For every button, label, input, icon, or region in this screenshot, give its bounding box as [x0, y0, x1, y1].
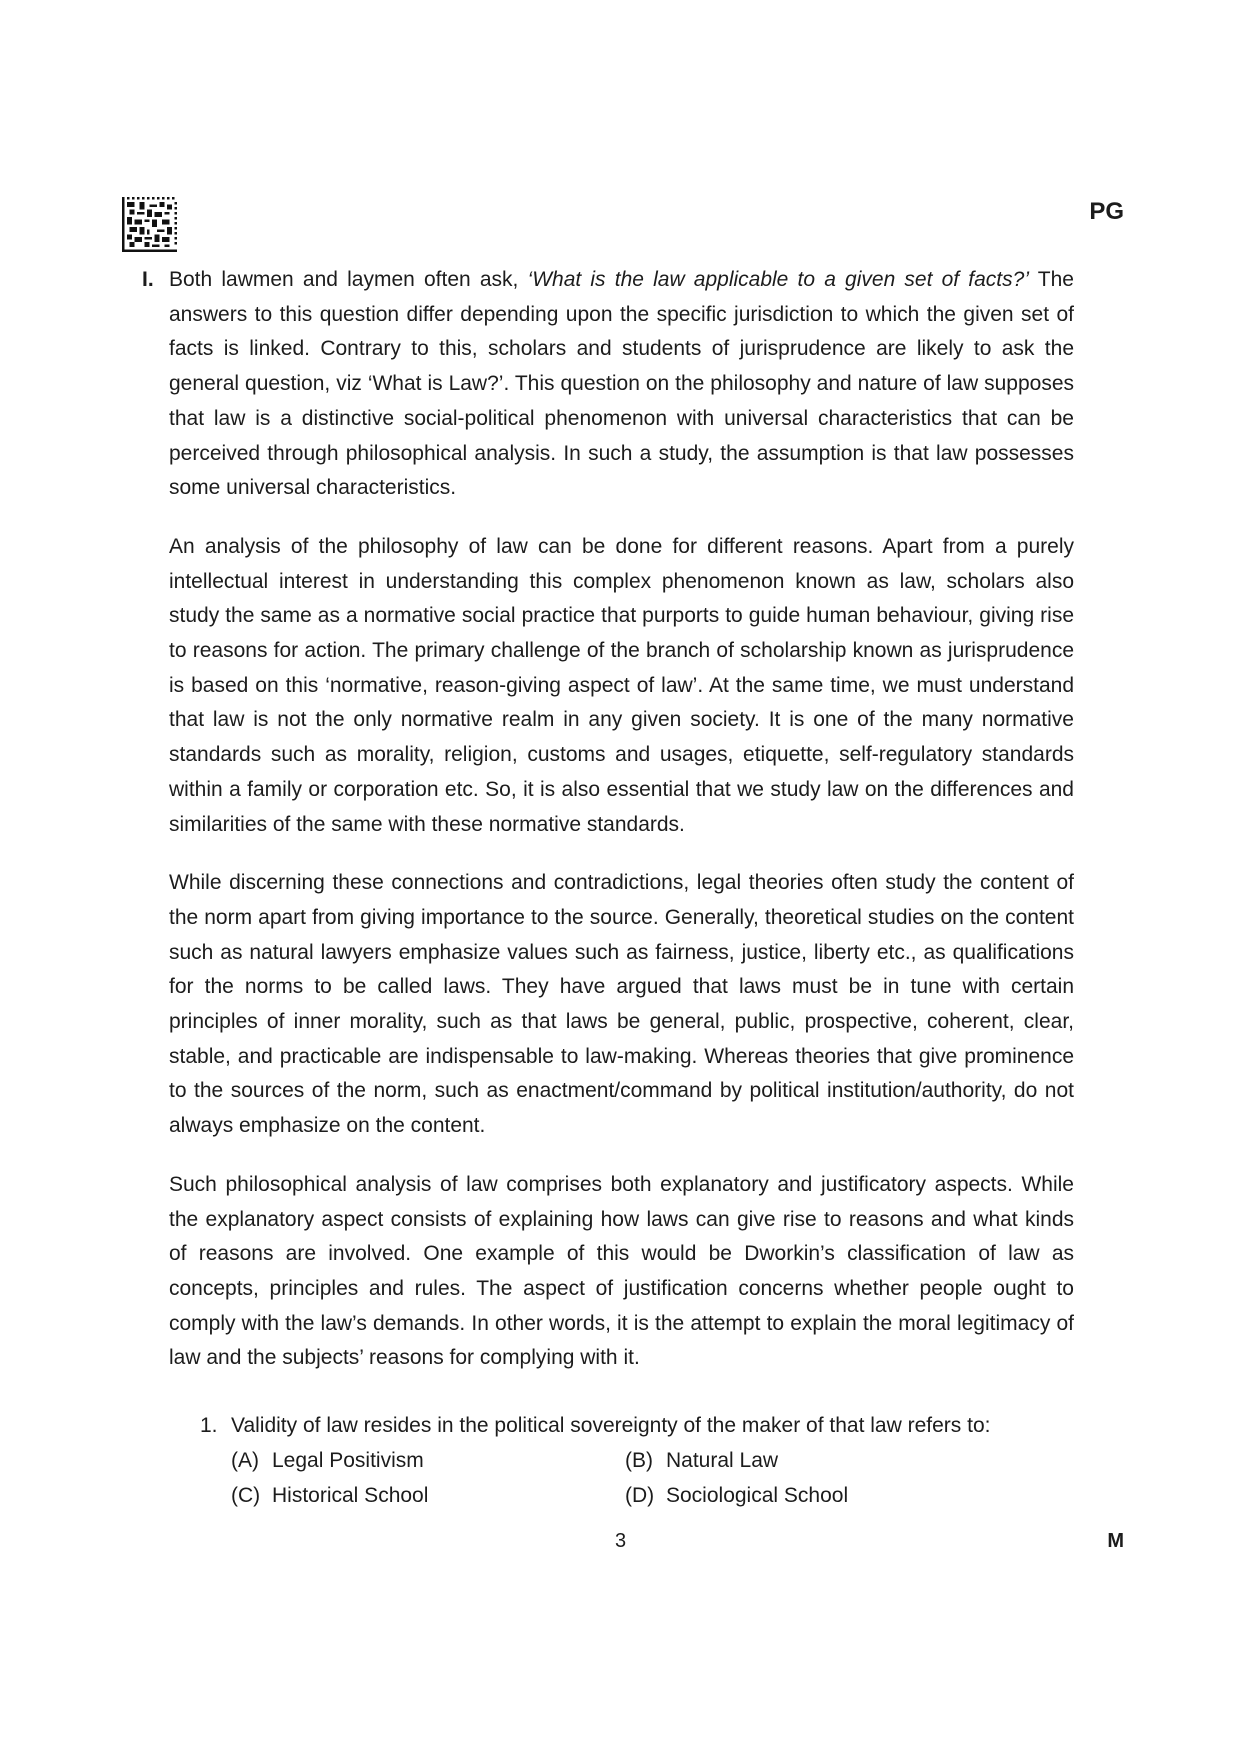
passage-paragraph-1-quote: ‘What is the law applicable to a given set of facts?’ — [527, 268, 1029, 291]
question-stem — [200, 1408, 1080, 1443]
passage-label: I. — [142, 268, 154, 291]
option-text: Sociological School — [666, 1484, 849, 1507]
page-number: 3 — [614, 1530, 627, 1552]
option-key: (C) — [231, 1484, 261, 1507]
option-key: (D) — [625, 1484, 655, 1507]
option-c — [231, 1478, 625, 1513]
option-key: (A) — [231, 1449, 259, 1472]
paper-code: PG — [1089, 198, 1124, 225]
option-text: Legal Positivism — [272, 1449, 424, 1472]
option-b — [625, 1443, 985, 1478]
passage-paragraph-2: An analysis of the philosophy of law can be done for different reasons. Apart from a purely intellectual interest in understanding this complex phenomenon known as law, scholars also study the same as a normative social practice that purports to guide human behaviour, giving rise to reasons for action. The primary challenge of the branch of scholarship known as jurisprudence is based on this ‘normative, reason-giving aspect of law’. At the same time, we must understand that law is not the only normative realm in any given society. It is one of the many normative standards such as morality, religion, customs and usages, etiquette, self-regulatory standards within a family or corporation etc. So, it is also essential that we study law on the differences and similarities of the same with these normative standards. — [169, 534, 1074, 836]
passage-paragraph-3: While discerning these connections and contradictions, legal theories often study the content of the norm apart from giving importance to the source. Generally, theoretical studies on the content such as natural lawyers emphasize values such as fairness, justice, liberty etc., as qualifications for the norms to be called laws. They have argued that laws must be in tune with certain principles of inner morality, such as that laws be general, public, prospective, coherent, clear, stable, and practicable are indispensable to law-making. Whereas theories that give prominence to the sources of the norm, such as enactment/command by political institution/authority, do not always emphasize on the content. — [169, 871, 1074, 1138]
option-text: Historical School — [272, 1484, 429, 1507]
passage-paragraph-1-rest: The answers to this question differ depending upon the specific jurisdiction to which the given set of facts is linked. Contrary to this, scholars and students of jurisprudence are likely to ask the general question, viz ‘What is Law?’. This question on the philosophy and nature of law supposes that law is a distinctive social-political phenomenon with universal characteristics that can be perceived through philosophical analysis. In such a study, the assumption is that law possesses some universal characteristics. — [169, 268, 1074, 500]
question-1 — [200, 1408, 1080, 1513]
datamatrix-barcode-icon — [122, 197, 177, 252]
passage-paragraph-1 — [169, 263, 1074, 506]
series-code: M — [1107, 1530, 1124, 1552]
option-key: (B) — [625, 1449, 653, 1472]
question-text: Validity of law resides in the political sovereignty of the maker of that law refers to: — [231, 1414, 991, 1437]
passage-body — [169, 263, 1074, 1376]
passage — [142, 263, 1074, 1400]
option-text: Natural Law — [666, 1449, 779, 1472]
passage-paragraph-1-lead: Both lawmen and laymen often ask, — [169, 268, 528, 291]
option-d — [625, 1478, 985, 1513]
passage-paragraph-4: Such philosophical analysis of law comprises both explanatory and justificatory aspects. While the explanatory aspect consists of explaining how laws can give rise to reasons and what kinds of reasons are involved. One example of this would be Dworkin’s classification of law as concepts, principles and rules. The aspect of justification concerns whether people ought to comply with the law’s demands. In other words, it is the attempt to explain the moral legitimacy of law and the subjects’ reasons for complying with it. — [169, 1172, 1074, 1370]
question-number: 1. — [200, 1414, 218, 1437]
option-a — [231, 1443, 625, 1478]
answer-options — [231, 1443, 1080, 1513]
